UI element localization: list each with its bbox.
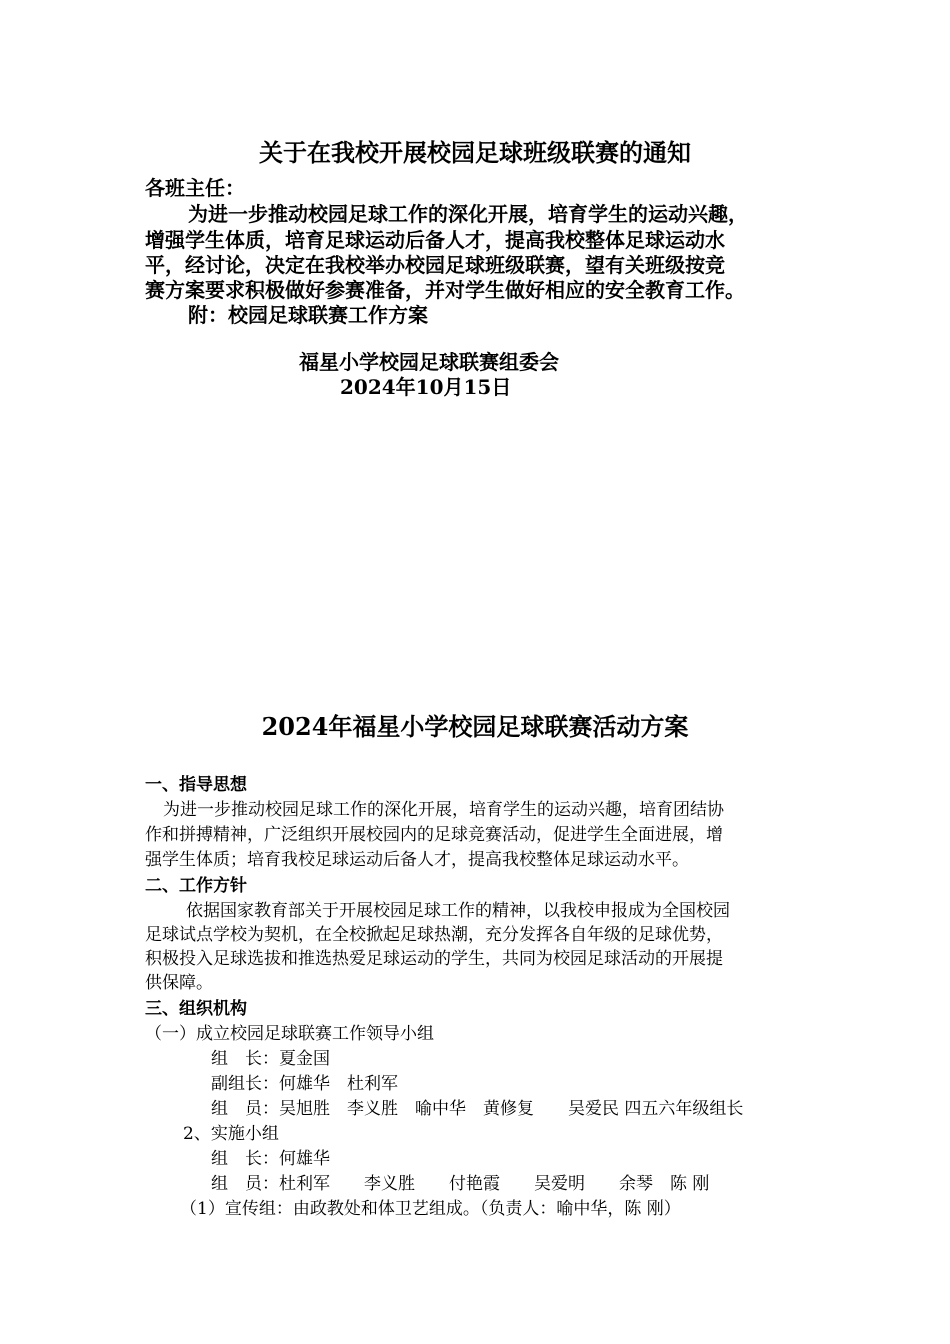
- section-line: 依据国家教育部关于开展校园足球工作的精神，以我校申报成为全国校园: [186, 901, 730, 921]
- section-line: 足球试点学校为契机，在全校掀起足球热潮，充分发挥各自年级的足球优势，: [145, 925, 723, 945]
- members-line: 组 员：吴旭胜 李义胜 喻中华 黄修复 吴爱民 四五六年级组长: [211, 1099, 744, 1119]
- notice-body-line: 平，经讨论，决定在我校举办校园足球班级联赛，望有关班级按竞: [145, 253, 725, 277]
- notice-signature: 福星小学校园足球联赛组委会: [299, 350, 559, 374]
- vice-leader-line: 副组长：何雄华 杜利军: [211, 1074, 398, 1094]
- subsection-heading: （一）成立校园足球联赛工作领导小组: [145, 1024, 434, 1044]
- section-heading: 二、工作方针: [145, 876, 247, 896]
- plan-title: 2024年福星小学校园足球联赛活动方案: [261, 712, 689, 741]
- section-line: 供保障。: [145, 973, 213, 993]
- section-line: 积极投入足球选拔和推选热爱足球运动的学生，共同为校园足球活动的开展提: [145, 949, 723, 969]
- notice-title: 关于在我校开展校园足球班级联赛的通知: [259, 138, 691, 167]
- section-line: 为进一步推动校园足球工作的深化开展，培育学生的运动兴趣，培育团结协: [163, 800, 724, 820]
- section-heading: 一、指导思想: [145, 775, 247, 795]
- section-heading: 三、组织机构: [145, 999, 247, 1019]
- section-line: 作和拼搏精神，广泛组织开展校园内的足球竞赛活动，促进学生全面进展，增: [145, 825, 723, 845]
- notice-body-line: 为进一步推动校园足球工作的深化开展，培育学生的运动兴趣，: [188, 202, 748, 226]
- group-line: （1）宣传组：由政教处和体卫艺组成。（负责人：喻中华，陈 刚）: [180, 1199, 681, 1219]
- notice-body-line: 增强学生体质，培育足球运动后备人才，提高我校整体足球运动水: [145, 228, 725, 252]
- notice-date: 2024年10月15日: [340, 375, 512, 399]
- section-line: 强学生体质；培育我校足球运动后备人才，提高我校整体足球运动水平。: [145, 850, 689, 870]
- leader-line: 组 长：何雄华: [211, 1149, 330, 1169]
- members-line: 组 员：杜利军 李义胜 付艳霞 吴爱明 余琴 陈 刚: [211, 1174, 710, 1194]
- subsection-heading: 2、实施小组: [183, 1124, 279, 1144]
- notice-attachment: 附：校园足球联赛工作方案: [188, 303, 428, 327]
- notice-body-line: 赛方案要求积极做好参赛准备，并对学生做好相应的安全教育工作。: [145, 278, 745, 302]
- leader-line: 组 长：夏金国: [211, 1049, 330, 1069]
- notice-salutation: 各班主任：: [145, 176, 245, 200]
